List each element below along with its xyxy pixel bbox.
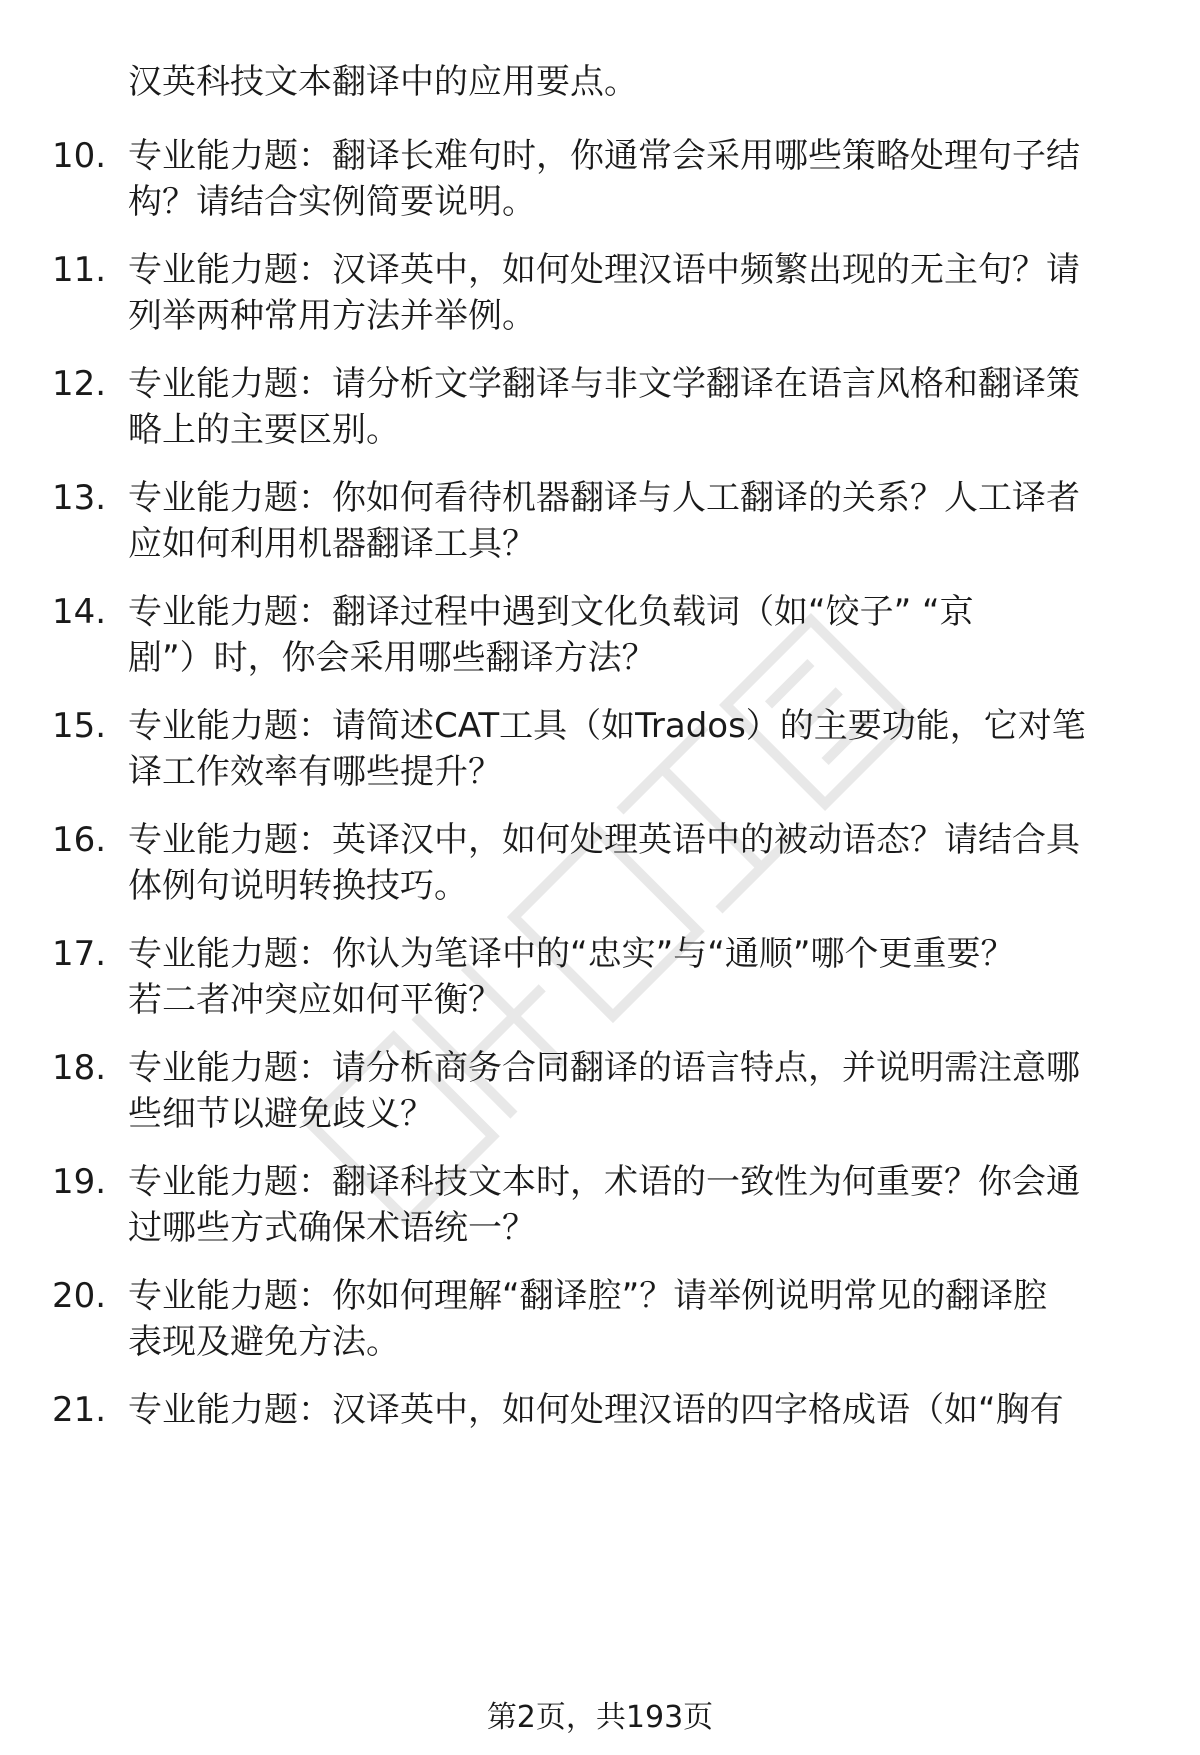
question-number: 19. (52, 1162, 107, 1202)
question-number: 10. (52, 136, 107, 176)
question-line: 专业能力题：汉译英中，如何处理汉语中频繁出现的无主句？请 (128, 250, 1080, 290)
question-line: 体例句说明转换技巧。 (128, 866, 468, 906)
question-line: 专业能力题：翻译长难句时，你通常会采用哪些策略处理句子结 (128, 136, 1080, 176)
question-line: 过哪些方式确保术语统一？ (128, 1208, 536, 1248)
question-number: 12. (52, 364, 107, 404)
question-number: 14. (52, 592, 107, 632)
question-line: 专业能力题：请简述CAT工具（如Trados）的主要功能，它对笔 (128, 706, 1086, 746)
question-number: 15. (52, 706, 107, 746)
question-line: 专业能力题：你如何理解“翻译腔”？请举例说明常见的翻译腔 (128, 1276, 1048, 1316)
question-line: 构？请结合实例简要说明。 (128, 182, 536, 222)
question-line: 应如何利用机器翻译工具？ (128, 524, 536, 564)
question-number: 20. (52, 1276, 107, 1316)
question-line: 译工作效率有哪些提升？ (128, 752, 502, 792)
question-line: 专业能力题：翻译科技文本时，术语的一致性为何重要？你会通 (128, 1162, 1080, 1202)
question-line: 专业能力题：请分析商务合同翻译的语言特点，并说明需注意哪 (128, 1048, 1080, 1088)
question-line: 些细节以避免歧义？ (128, 1094, 434, 1134)
continuation-line: 汉英科技文本翻译中的应用要点。 (128, 62, 638, 102)
question-line: 剧”）时，你会采用哪些翻译方法？ (128, 638, 656, 678)
question-line: 表现及避免方法。 (128, 1322, 400, 1362)
question-line: 若二者冲突应如何平衡？ (128, 980, 502, 1020)
question-line: 专业能力题：你认为笔译中的“忠实”与“通顺”哪个更重要？ (128, 934, 1015, 974)
question-number: 17. (52, 934, 107, 974)
question-line: 专业能力题：你如何看待机器翻译与人工翻译的关系？人工译者 (128, 478, 1080, 518)
question-number: 11. (52, 250, 107, 290)
question-line: 列举两种常用方法并举例。 (128, 296, 536, 336)
question-number: 13. (52, 478, 107, 518)
question-line: 专业能力题：汉译英中，如何处理汉语的四字格成语（如“胸有 (128, 1390, 1064, 1430)
question-line: 专业能力题：请分析文学翻译与非文学翻译在语言风格和翻译策 (128, 364, 1080, 404)
question-number: 16. (52, 820, 107, 860)
question-line: 专业能力题：英译汉中，如何处理英语中的被动语态？请结合具 (128, 820, 1080, 860)
question-number: 18. (52, 1048, 107, 1088)
question-number: 21. (52, 1390, 107, 1430)
question-line: 专业能力题：翻译过程中遇到文化负载词（如“饺子” “京 (128, 592, 974, 632)
question-line: 略上的主要区别。 (128, 410, 400, 450)
page-footer: 第2页，共193页 (486, 1700, 714, 1735)
